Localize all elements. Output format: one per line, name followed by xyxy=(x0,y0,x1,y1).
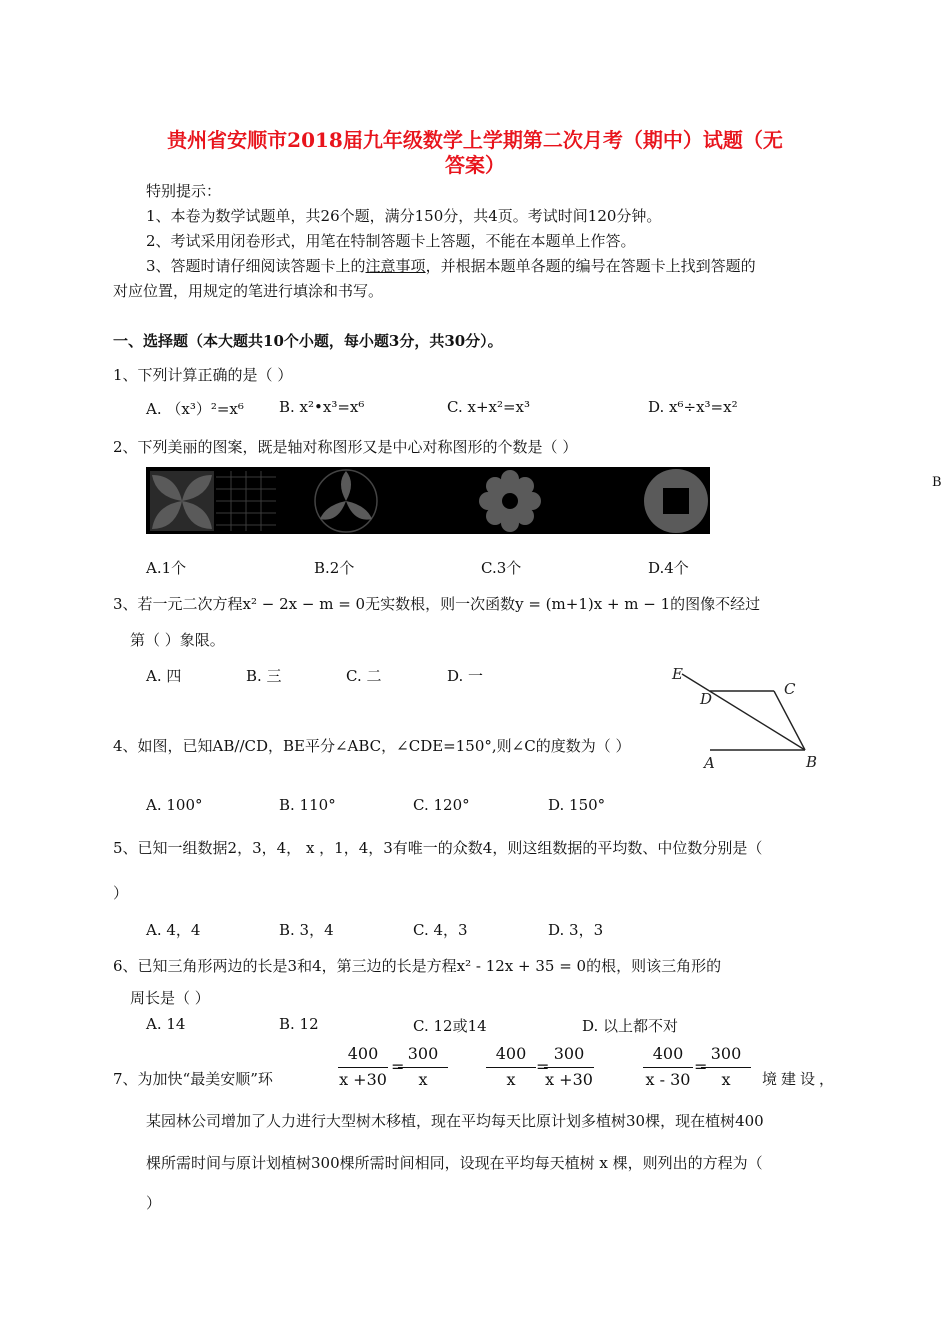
equals-sign: = xyxy=(391,1057,405,1076)
fraction-denominator: x xyxy=(418,1070,428,1089)
question-4-option-d: D. 150° xyxy=(548,796,606,814)
margin-letter: B xyxy=(932,475,942,490)
question-6-option-c: C. 12或14 xyxy=(413,1017,487,1035)
question-2-option-d: D.4个 xyxy=(648,559,689,577)
question-5-option-d: D. 3，3 xyxy=(548,921,604,939)
question-3-option-b: B. 三 xyxy=(246,667,282,685)
question-1-option-d: D. x⁶÷x³=x² xyxy=(648,398,738,416)
equation-3-left-fraction xyxy=(643,1043,693,1091)
question-3-option-a: A. 四 xyxy=(146,667,182,685)
fraction-numerator: 400 xyxy=(652,1044,684,1063)
question-3-stem: 3、若一元二次方程x² − 2x − m = 0无实数根，则一次函数y = (m+1)x + m − 1的图像不经过 xyxy=(113,595,761,613)
fraction-denominator: x +30 xyxy=(545,1070,593,1089)
question-2-option-a: A.1个 xyxy=(146,559,187,577)
question-3-option-d: D. 一 xyxy=(447,667,484,685)
flower-pattern-icon xyxy=(479,470,541,532)
note-3-underlined: 注意事项 xyxy=(365,257,426,275)
notes-heading: 特别提示： xyxy=(146,182,222,200)
note-1: 1、本卷为数学试题单，共26个题，满分150分，共4页。考试时间120分钟。 xyxy=(146,207,662,225)
equation-2-right-fraction xyxy=(544,1043,594,1091)
question-5-stem-continued: ） xyxy=(113,884,129,902)
question-7-line-4: ） xyxy=(146,1194,162,1212)
equation-1-right-fraction xyxy=(398,1043,448,1091)
label-a: A xyxy=(704,754,715,772)
question-1-option-a: A. （x³）²=x⁶ xyxy=(146,400,244,418)
equals-sign: = xyxy=(694,1057,708,1076)
question-6-option-d: D. 以上都不对 xyxy=(582,1017,679,1035)
pattern-figures xyxy=(146,467,710,534)
note-3-part-b: ，并根据本题单各题的编号在答题卡上找到答题的 xyxy=(425,257,756,275)
question-5-option-c: C. 4，3 xyxy=(413,921,468,939)
question-7-line-3: 棵所需时间与原计划植树300棵所需时间相同，设现在平均每天植树 x 棵，则列出的方程为（ xyxy=(146,1154,763,1172)
coin-pattern-icon xyxy=(644,469,708,533)
question-7-stem: 7、为加快“最美安顺”环 xyxy=(113,1070,273,1088)
page-title: 贵州省安顺市2018届九年级数学上学期第二次月考（期中）试题（无 xyxy=(167,128,783,152)
question-4-option-b: B. 110° xyxy=(279,796,336,814)
question-4-option-c: C. 120° xyxy=(413,796,470,814)
question-3-option-c: C. 二 xyxy=(346,667,382,685)
question-1-option-c: C. x+x²=x³ xyxy=(447,398,531,416)
question-5-stem: 5、已知一组数据2，3，4， x ，1，4，3有唯一的众数4，则这组数据的平均数、中位数分别是（ xyxy=(113,839,763,857)
fraction-denominator: x +30 xyxy=(339,1070,387,1089)
note-3-continued: 对应位置，用规定的笔进行填涂和书写。 xyxy=(113,282,384,300)
fraction-numerator: 300 xyxy=(553,1044,585,1063)
fraction-denominator: x xyxy=(506,1070,516,1089)
question-7-line-2: 某园林公司增加了人力进行大型树木移植，现在平均每天比原计划多植树30棵，现在植树400 xyxy=(146,1112,764,1130)
question-1-stem: 1、下列计算正确的是（ ） xyxy=(113,366,293,384)
question-1-option-b: B. x²•x³=x⁶ xyxy=(279,398,365,416)
pattern-figures-strip xyxy=(146,467,710,534)
fraction-denominator: x - 30 xyxy=(645,1070,691,1089)
question-2-option-b: B.2个 xyxy=(314,559,355,577)
question-2-stem: 2、下列美丽的图案，既是轴对称图形又是中心对称图形的个数是（ ） xyxy=(113,438,578,456)
fraction-numerator: 300 xyxy=(407,1044,439,1063)
fraction-numerator: 400 xyxy=(347,1044,379,1063)
question-6-stem-continued: 周长是（ ） xyxy=(130,989,210,1007)
question-4-option-a: A. 100° xyxy=(146,796,203,814)
equals-sign: = xyxy=(536,1057,550,1076)
geometry-figure xyxy=(670,662,830,772)
question-7-stem-tail: 境建设， xyxy=(762,1070,839,1088)
equation-1-left-fraction xyxy=(338,1043,388,1091)
four-petal-pattern-icon xyxy=(150,471,276,531)
question-4-stem: 4、如图，已知AB//CD，BE平分∠ABC，∠CDE=150°,则∠C的度数为（ ） xyxy=(113,737,631,755)
note-3 xyxy=(146,255,756,276)
fraction-numerator: 400 xyxy=(495,1044,527,1063)
equation-3-right-fraction xyxy=(701,1043,751,1091)
label-c: C xyxy=(784,680,796,698)
question-5-option-a: A. 4，4 xyxy=(146,921,201,939)
section-heading: 一、选择题（本大题共10个小题，每小题3分，共30分）。 xyxy=(113,332,503,350)
question-3-stem-continued: 第（ ）象限。 xyxy=(130,631,225,649)
question-6-option-b: B. 12 xyxy=(279,1015,319,1033)
fraction-numerator: 300 xyxy=(710,1044,742,1063)
label-b: B xyxy=(806,753,818,771)
page-title-continued: 答案） xyxy=(445,153,505,177)
note-3-part-a: 3、答题时请仔细阅读答题卡上的 xyxy=(146,257,366,275)
question-5-option-b: B. 3，4 xyxy=(279,921,334,939)
label-d: D xyxy=(700,690,713,708)
equation-2-left-fraction xyxy=(486,1043,536,1091)
question-2-option-c: C.3个 xyxy=(481,559,522,577)
three-petal-pattern-icon xyxy=(315,470,377,532)
question-6-stem: 6、已知三角形两边的长是3和4，第三边的长是方程x² - 12x + 35 = 0的根，则该三角形的 xyxy=(113,957,722,975)
question-6-option-a: A. 14 xyxy=(146,1015,186,1033)
note-2: 2、考试采用闭卷形式，用笔在特制答题卡上答题，不能在本题单上作答。 xyxy=(146,232,636,250)
fraction-denominator: x xyxy=(721,1070,731,1089)
label-e: E xyxy=(672,665,683,683)
